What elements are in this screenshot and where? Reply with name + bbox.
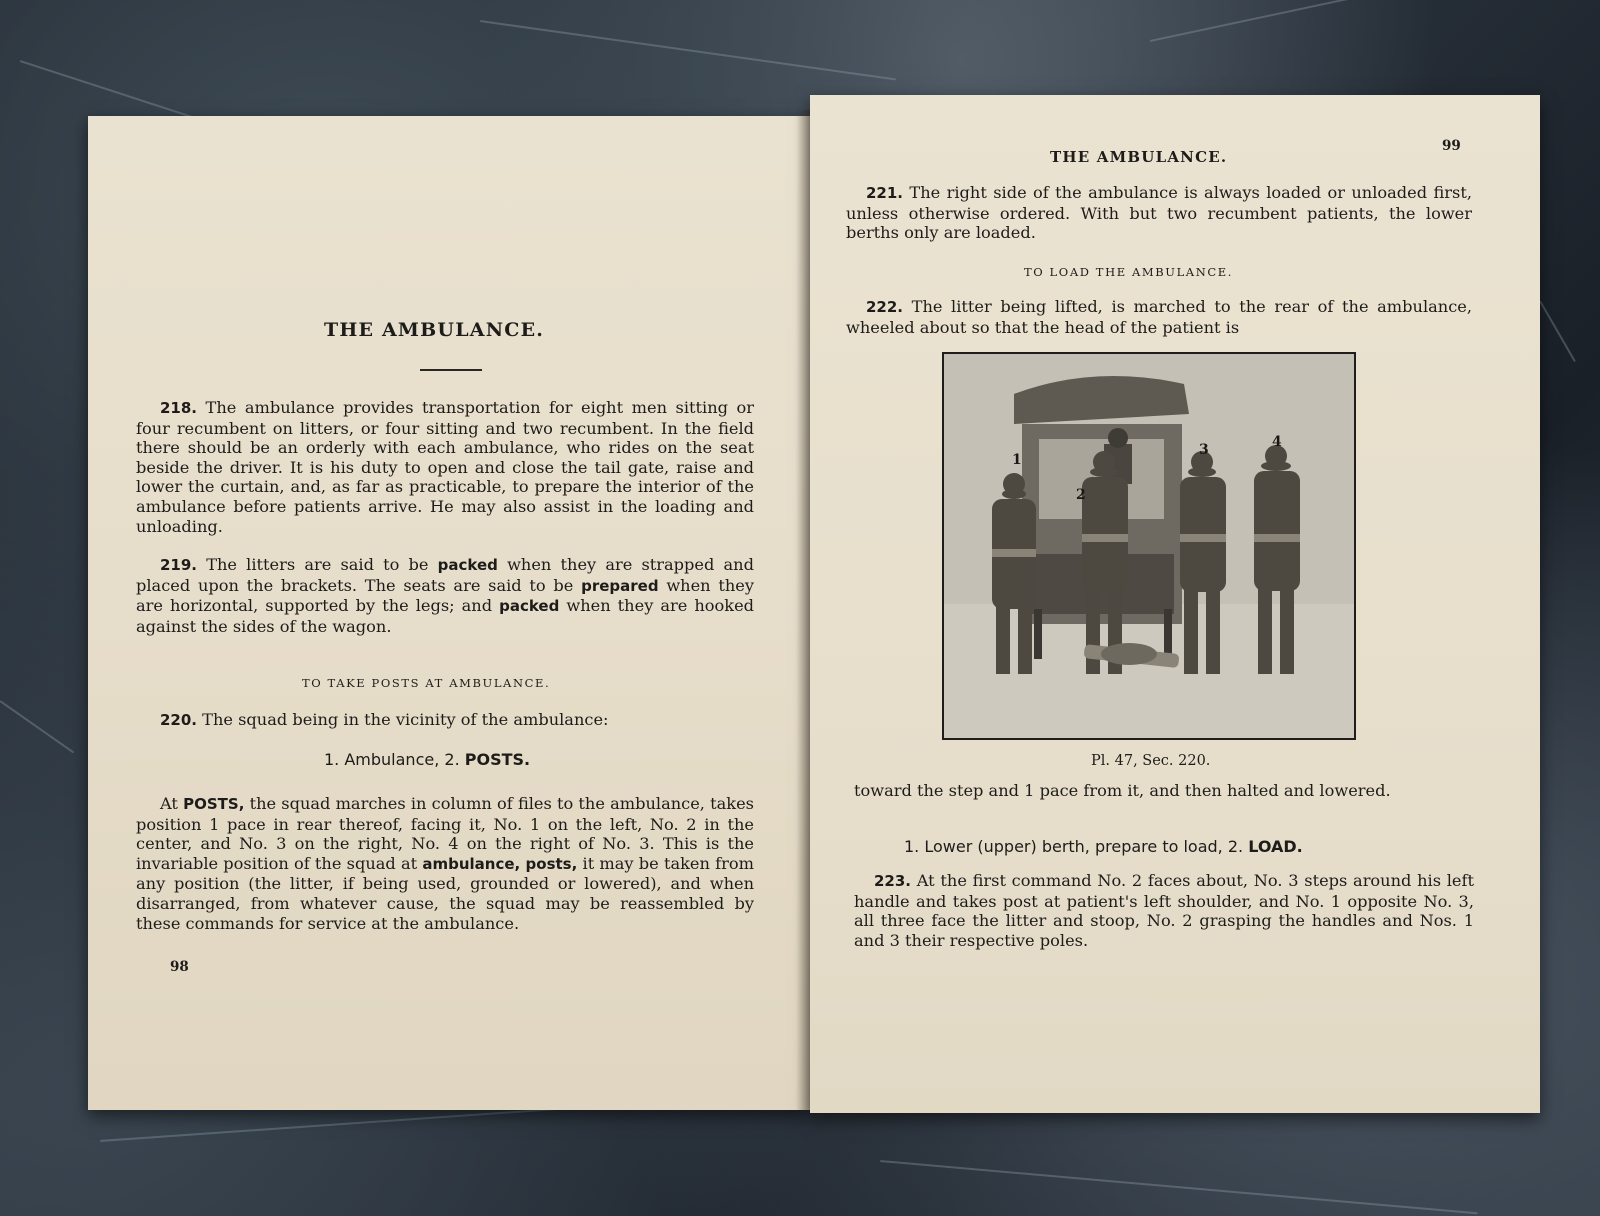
paragraph-text: the squad marches in column of files to the ambulance, takes position 1 pace in rear thereof, facing it, No. 1 on the left, No. 2 in the center, and No. 3 on the right, No. 4 on the right of No. 3. This is the invariable position of the squad at (136, 794, 754, 873)
figure-label-3: 3 (1199, 442, 1209, 458)
subheading: TO TAKE POSTS AT AMBULANCE. (302, 676, 551, 690)
marble-vein (1150, 0, 1522, 42)
paragraph-text: The ambulance provides transportation for eight men sitting or four recumbent on litters, or four sitting and two recumbent. In the field there should be an orderly with each ambulance, who rides on the seat beside the driver. It is his duty to open and close the tail gate, raise and lower the curtain, and, as far as practicable, to prepare the interior of the ambulance before patients arrive. He may also assist in the loading and unloading. (136, 398, 754, 536)
paragraph-text: when they are strapped and placed upon the brackets. The seats are said to be (136, 555, 754, 595)
marble-vein (880, 1160, 1478, 1214)
chapter-title: THE AMBULANCE. (324, 319, 545, 341)
paragraph-220 (160, 710, 760, 731)
paragraph-number: 218. (160, 399, 198, 417)
command-text: 1. Ambulance, 2. (324, 750, 460, 769)
term-packed: packed (437, 556, 498, 574)
left-page (88, 116, 810, 1110)
term-ambulance-posts: ambulance, posts, (422, 854, 578, 873)
command-text: 1. Lower (upper) berth, prepare to load, 2. (904, 837, 1244, 856)
paragraph-222-continued: toward the step and 1 pace from it, and then halted and lowered. (854, 781, 1391, 800)
figure-label-4: 4 (1272, 434, 1282, 450)
paragraph-text: The litters are said to be (206, 555, 429, 574)
paragraph-text: when they are hooked against the sides of the wagon. (136, 596, 755, 636)
command-keyword: LOAD. (1248, 837, 1303, 856)
command-keyword: POSTS. (464, 750, 531, 769)
paragraph-text: The right side of the ambulance is always loaded or unloaded first, unless otherwise ordered. With but two recumbent patients, the lower berths only are loaded. (846, 183, 1472, 243)
running-head: THE AMBULANCE. (1050, 148, 1228, 166)
page-number: 99 (1442, 138, 1461, 154)
marble-vein (1539, 301, 1576, 363)
paragraph-number: 221. (866, 184, 904, 202)
paragraph-number: 220. (160, 711, 198, 729)
ambulance-illustration (944, 354, 1354, 738)
paragraph-number: 219. (160, 556, 198, 574)
figure-label-2: 2 (1076, 487, 1086, 503)
paragraph-number: 223. (874, 872, 912, 890)
paragraph-219 (136, 555, 754, 636)
paragraph-text: At the first command No. 2 faces about, No. 3 steps around his left handle and takes post at patient's left shoulder, and No. 1 opposite No. 3, all three face the litter and stoop, No. 2 grasping the handles and Nos. 1 and 3 their respective poles. (854, 871, 1475, 950)
paragraph-222 (846, 297, 1472, 337)
paragraph-text: The squad being in the vicinity of the ambulance: (202, 710, 609, 729)
figure-caption: Pl. 47, Sec. 220. (1091, 753, 1211, 769)
term-prepared: prepared (581, 576, 659, 595)
paragraph-text: At (160, 794, 178, 813)
paragraph-text: it may be taken from any position (the litter, if being used, grounded or lowered), and when disarranged, from whatever cause, the squad may be reassembled by these commands for service at the ambulance. (136, 853, 754, 933)
title-rule (420, 369, 482, 371)
subheading: TO LOAD THE AMBULANCE. (1024, 265, 1234, 279)
command-posts (324, 750, 530, 769)
term-posts: POSTS, (183, 795, 245, 813)
term-packed: packed (499, 597, 560, 616)
paragraph-218 (136, 398, 754, 536)
marble-vein (0, 700, 74, 753)
paragraph-text: when they are horizontal, supported by the legs; and (136, 575, 754, 616)
paragraph-221 (846, 183, 1472, 243)
marble-vein (480, 20, 896, 80)
command-load (904, 837, 1303, 856)
page-number: 98 (170, 959, 189, 975)
right-page (810, 95, 1540, 1113)
plate-photograph (942, 352, 1356, 740)
figure-label-1: 1 (1012, 452, 1022, 468)
paragraph-posts (136, 794, 754, 933)
paragraph-223 (854, 871, 1474, 950)
paragraph-number: 222. (866, 298, 904, 316)
paragraph-text: The litter being lifted, is marched to the rear of the ambulance, wheeled about so that the head of the patient is (846, 297, 1472, 337)
